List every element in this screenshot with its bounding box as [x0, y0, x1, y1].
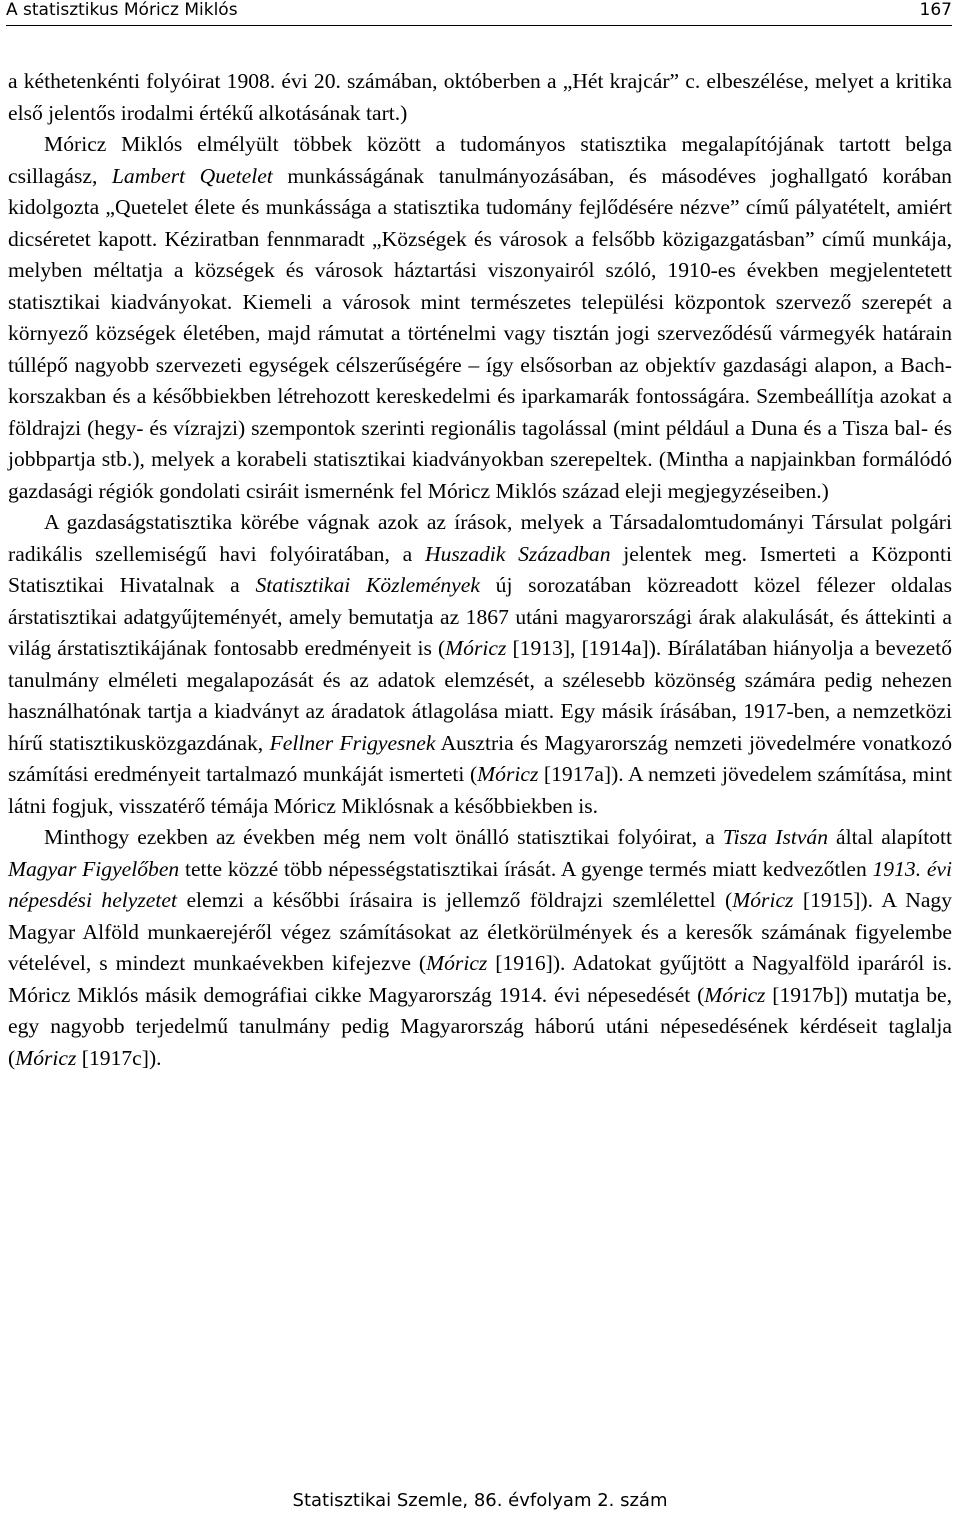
text-run: [1913], [1914a]). Bírálatában hiányolja a bevezető tanulmány elméleti megalapozását és az adatok elemzését, a szélesebb közönség számára pedig nehezen használhatónak tartja a kiadványt az áradatok átlagolása miatt. Egy másik írásában, 1917-ben, a nemzetközi hírű statisztikusközgazdának, — [8, 636, 953, 755]
paragraph-p4 — [8, 822, 952, 1074]
text-run: Ausztria és Magyarország nemzeti jövedelmére vonatkozó számítási eredményeit tartalmazó munkáját ismerteti ( — [8, 730, 952, 786]
page-number: 167 — [919, 0, 952, 20]
text-run: [1917b]) mutatja be, egy nagyobb terjedelmű tanulmány pedig Magyarország háború utáni népesedésének kérdéseit taglalja ( — [8, 982, 952, 1070]
article-body — [8, 66, 952, 1074]
text-run: elemzi a későbbi írásaira is jellemző földrajzi szemlélettel ( — [176, 888, 733, 912]
paragraph-p3 — [8, 507, 952, 822]
text-run: [1916]). Adatokat gyűjtött a Nagyalföld iparáról is. Móricz Miklós másik demográfiai cikke Magyarország 1914. évi népesedését ( — [8, 951, 953, 1007]
text-run: új sorozatában közreadott közel félezer oldalas árstatisztikai adatgyűjteményét, amely bemutatja az 1867 utáni magyarországi árak alakulását, és áttekinti a világ árstatisztikájának fontosabb eredményeit is ( — [8, 573, 952, 660]
journal-footer: Statisztikai Szemle, 86. évfolyam 2. szám — [292, 1490, 668, 1511]
text-run: [1917a]). A nemzeti jövedelem számítása, mint látni fogjuk, visszatérő témája Móricz Miklósnak a későbbiekben is. — [8, 762, 952, 818]
italic-run: Magyar Figyelőben — [8, 856, 180, 881]
text-run: A gazdaságstatisztika körébe vágnak azok az írások, melyek a Társadalomtudományi Társulat polgári radikális szellemiségű havi folyóiratában, a — [8, 510, 952, 566]
italic-run: Móricz — [477, 762, 539, 786]
text-run: [1917c]). — [76, 1045, 162, 1070]
italic-run: Statisztikai Közlemények — [255, 573, 480, 597]
text-run: tette közzé több népességstatisztikai írását. A gyenge termés miatt kedvezőtlen — [179, 856, 873, 881]
text-run: Móricz Miklós elmélyült többek között a tudományos statisztika megalapítójának tartott belga csillagász, — [8, 132, 952, 188]
italic-run: Tisza István — [722, 825, 829, 849]
text-run: által alapított — [828, 825, 952, 849]
text-run: a kéthetenkénti folyóirat 1908. évi 20. számában, októberben a „Hét krajcár” c. elbeszélése, melyet a kritika első jelentős irodalmi értékű alkotásának tart.) — [8, 69, 952, 125]
text-run: Minthogy ezekben az években még nem volt önálló statisztikai folyóirat, a — [44, 825, 723, 849]
italic-run: Móricz — [704, 982, 766, 1007]
italic-run: Móricz — [732, 888, 794, 912]
text-run: jelentek meg. Ismerteti a Központi Statisztikai Hivatalnak a — [8, 541, 952, 597]
running-title: A statisztikus Móricz Miklós — [6, 0, 238, 20]
italic-run: Móricz — [426, 951, 488, 975]
running-head — [6, 0, 952, 22]
italic-run: Huszadik Században — [425, 541, 611, 566]
text-run: munkásságának tanulmányozásában, és másodéves joghallgató korában kidolgozta „Quetelet élete és munkássága a statisztika tudomány fejlődésére nézve” című pályatételt, amiért dicséretet kapott. Kéziratban fennmaradt „Községek és városok a felsőbb közigazgatásban” című munkája, melyben méltatja a községek és városok háztartási viszonyairól szóló, 1910-es években megjelentetett statisztikai kiadványokat. Kiemeli a városok mint természetes települési központok szervező szerepét a környező községek életében, majd rámutat a történelmi vagy tisztán jogi szerveződésű vármegyék határain túllépő nagyobb szervezeti egységek célszerűségére – így elsősorban az objektív gazdasági alapon, a Bach-korszakban és a későbbiekben létrehozott kereskedelmi és iparkamarák fontosságára. Szembeállítja azokat a földrajzi (hegy- és vízrajzi) szempontok szerinti regionális tagolással (mint például a Duna és a Tisza bal- és jobbpartja stb.), melyek a korabeli statisztikai kiadványokban szerepeltek. (Mintha a napjainkban formálódó gazdasági régiók gondolati csiráit ismernénk fel Móricz Miklós század eleji megjegyzéseiben.) — [8, 163, 952, 503]
paragraph-p2 — [8, 129, 952, 507]
paragraph-p1 — [8, 66, 952, 129]
italic-run: Fellner Frigyesnek — [269, 730, 436, 755]
italic-run: Móricz — [445, 636, 507, 660]
italic-run: 1913. évi népesdési helyzetet — [8, 856, 952, 912]
text-run: [1915]). A Nagy Magyar Alföld munkaerejéről végez számításokat az életkörülmények és a keresők számának figyelembe vételével, s mindezt munkaévekben kifejezve ( — [8, 888, 952, 975]
italic-run: Móricz — [15, 1045, 77, 1070]
italic-run: Lambert Quetelet — [111, 163, 273, 188]
header-rule — [6, 25, 952, 26]
